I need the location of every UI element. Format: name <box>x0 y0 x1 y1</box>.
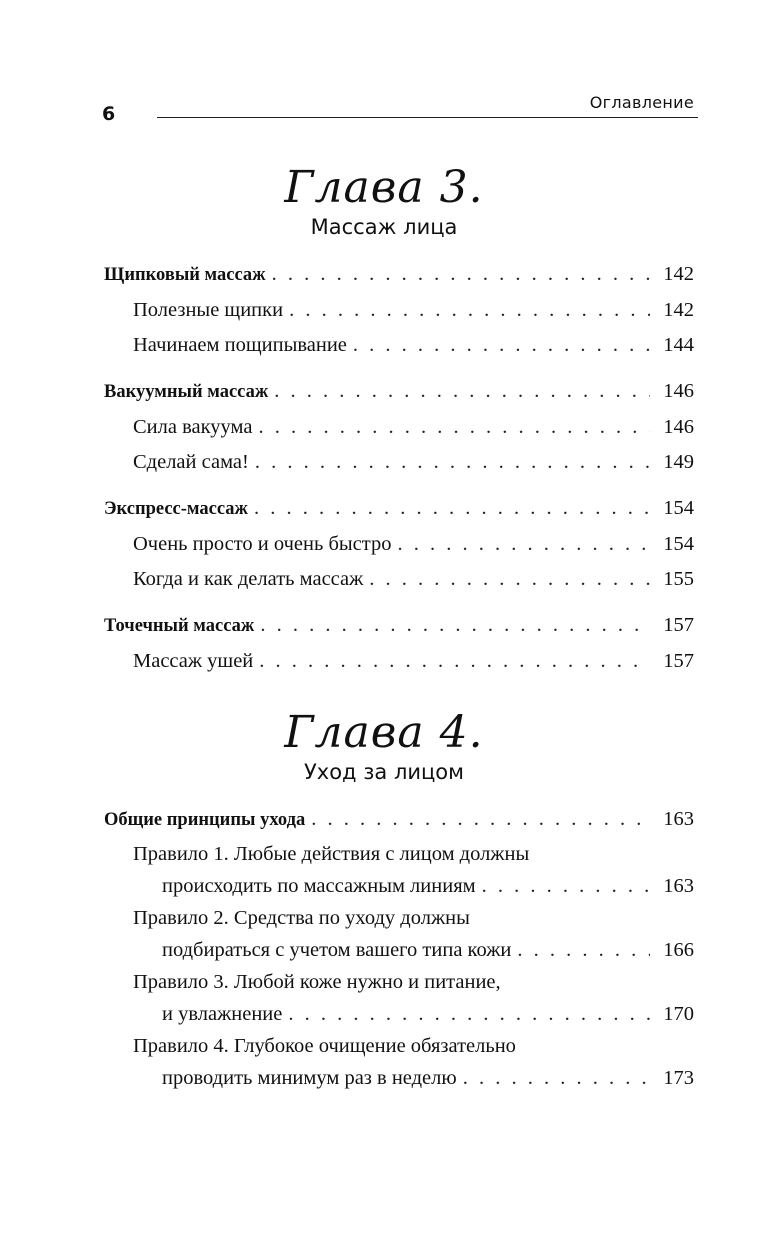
leader-dots <box>259 644 650 679</box>
toc-entry-text: Вакуумный массаж <box>104 382 269 402</box>
toc-entry-text: Сила вакуума <box>133 416 253 438</box>
toc-page-number: 173 <box>663 1067 694 1089</box>
toc-entry-multiline[interactable] <box>104 902 694 966</box>
chapter-3-title: Массаж лица <box>310 215 458 239</box>
toc-entry-text: Массаж ушей <box>133 650 254 672</box>
leader-dots <box>289 293 650 328</box>
toc-entry[interactable] <box>104 608 694 644</box>
toc-entry[interactable] <box>104 293 694 328</box>
leader-dots <box>397 527 650 562</box>
toc-entry-first-line: Правило 1. Любые действия с лицом должны <box>133 843 530 865</box>
toc-entry-text: подбираться с учетом вашего типа кожи <box>162 939 512 961</box>
toc-entry[interactable] <box>104 410 694 445</box>
page-number: 6 <box>102 103 116 125</box>
leader-dots <box>255 445 650 480</box>
toc-page-number: 142 <box>663 263 694 285</box>
toc-entry-text: Очень просто и очень быстро <box>133 533 392 555</box>
leader-dots <box>463 1062 650 1094</box>
leader-dots <box>288 998 650 1030</box>
toc-page-number: 163 <box>663 808 694 830</box>
toc-entry[interactable] <box>104 328 694 363</box>
running-header: Оглавление <box>589 93 694 112</box>
toc-entry-text: Экспресс-массаж <box>104 499 248 519</box>
leader-dots <box>274 374 650 409</box>
toc-page-number: 157 <box>663 614 694 636</box>
toc-entry-multiline[interactable] <box>104 1030 694 1094</box>
toc-entry-text: происходить по массажным линиям <box>162 875 476 897</box>
toc-page-number: 166 <box>663 939 694 961</box>
leader-dots <box>260 608 650 643</box>
toc-entry-first-line: Правило 4. Глубокое очищение обязательно <box>133 1035 516 1057</box>
toc-page-number: 157 <box>663 650 694 672</box>
toc-entry[interactable] <box>104 374 694 410</box>
toc-entry-text: проводить минимум раз в неделю <box>162 1067 457 1089</box>
toc-entry[interactable] <box>104 802 694 838</box>
toc-entry-text: Сделай сама! <box>133 451 249 473</box>
header-rule <box>157 117 698 118</box>
toc-page-number: 144 <box>663 334 694 356</box>
leader-dots <box>369 562 650 597</box>
toc-entry[interactable] <box>104 527 694 562</box>
toc-entry[interactable] <box>104 491 694 527</box>
leader-dots <box>258 410 650 445</box>
toc-entry-text: Полезные щипки <box>133 299 284 321</box>
leader-dots <box>272 257 650 292</box>
toc-page-number: 170 <box>663 1003 694 1025</box>
toc-entry[interactable] <box>104 257 694 293</box>
toc-page-number: 142 <box>663 299 694 321</box>
toc-page-number: 163 <box>663 875 694 897</box>
toc-entry-multiline[interactable] <box>104 838 694 902</box>
toc-entry-text: Когда и как делать массаж <box>133 568 364 590</box>
toc-page-number: 154 <box>663 533 694 555</box>
leader-dots <box>517 934 650 966</box>
toc-entry-multiline[interactable] <box>104 966 694 1030</box>
toc-page-number: 146 <box>663 380 694 402</box>
toc-entry-text: Точечный массаж <box>104 616 255 636</box>
chapter-3-heading: Глава 3. <box>284 162 484 213</box>
toc-entry-text: и увлажнение <box>162 1003 283 1025</box>
toc-entry-text: Общие принципы ухода <box>104 810 306 830</box>
toc-entry-text: Начинаем пощипывание <box>133 334 347 356</box>
toc-entry-text: Щипковый массаж <box>104 265 266 285</box>
toc-entry[interactable] <box>104 644 694 679</box>
chapter-4-toc <box>104 802 694 1094</box>
toc-page-number: 149 <box>663 451 694 473</box>
toc-page-number: 146 <box>663 416 694 438</box>
toc-page-number: 155 <box>663 568 694 590</box>
leader-dots <box>353 328 650 363</box>
toc-entry[interactable] <box>104 445 694 480</box>
leader-dots <box>482 870 650 902</box>
chapter-4-title: Уход за лицом <box>303 760 465 784</box>
toc-page-number: 154 <box>663 497 694 519</box>
leader-dots <box>254 491 650 526</box>
chapter-4-heading: Глава 4. <box>284 707 484 758</box>
toc-entry-first-line: Правило 3. Любой коже нужно и питание, <box>133 971 501 993</box>
toc-entry[interactable] <box>104 562 694 597</box>
leader-dots <box>311 802 650 837</box>
toc-entry-first-line: Правило 2. Средства по уходу должны <box>133 907 470 929</box>
chapter-3-toc <box>104 257 694 679</box>
